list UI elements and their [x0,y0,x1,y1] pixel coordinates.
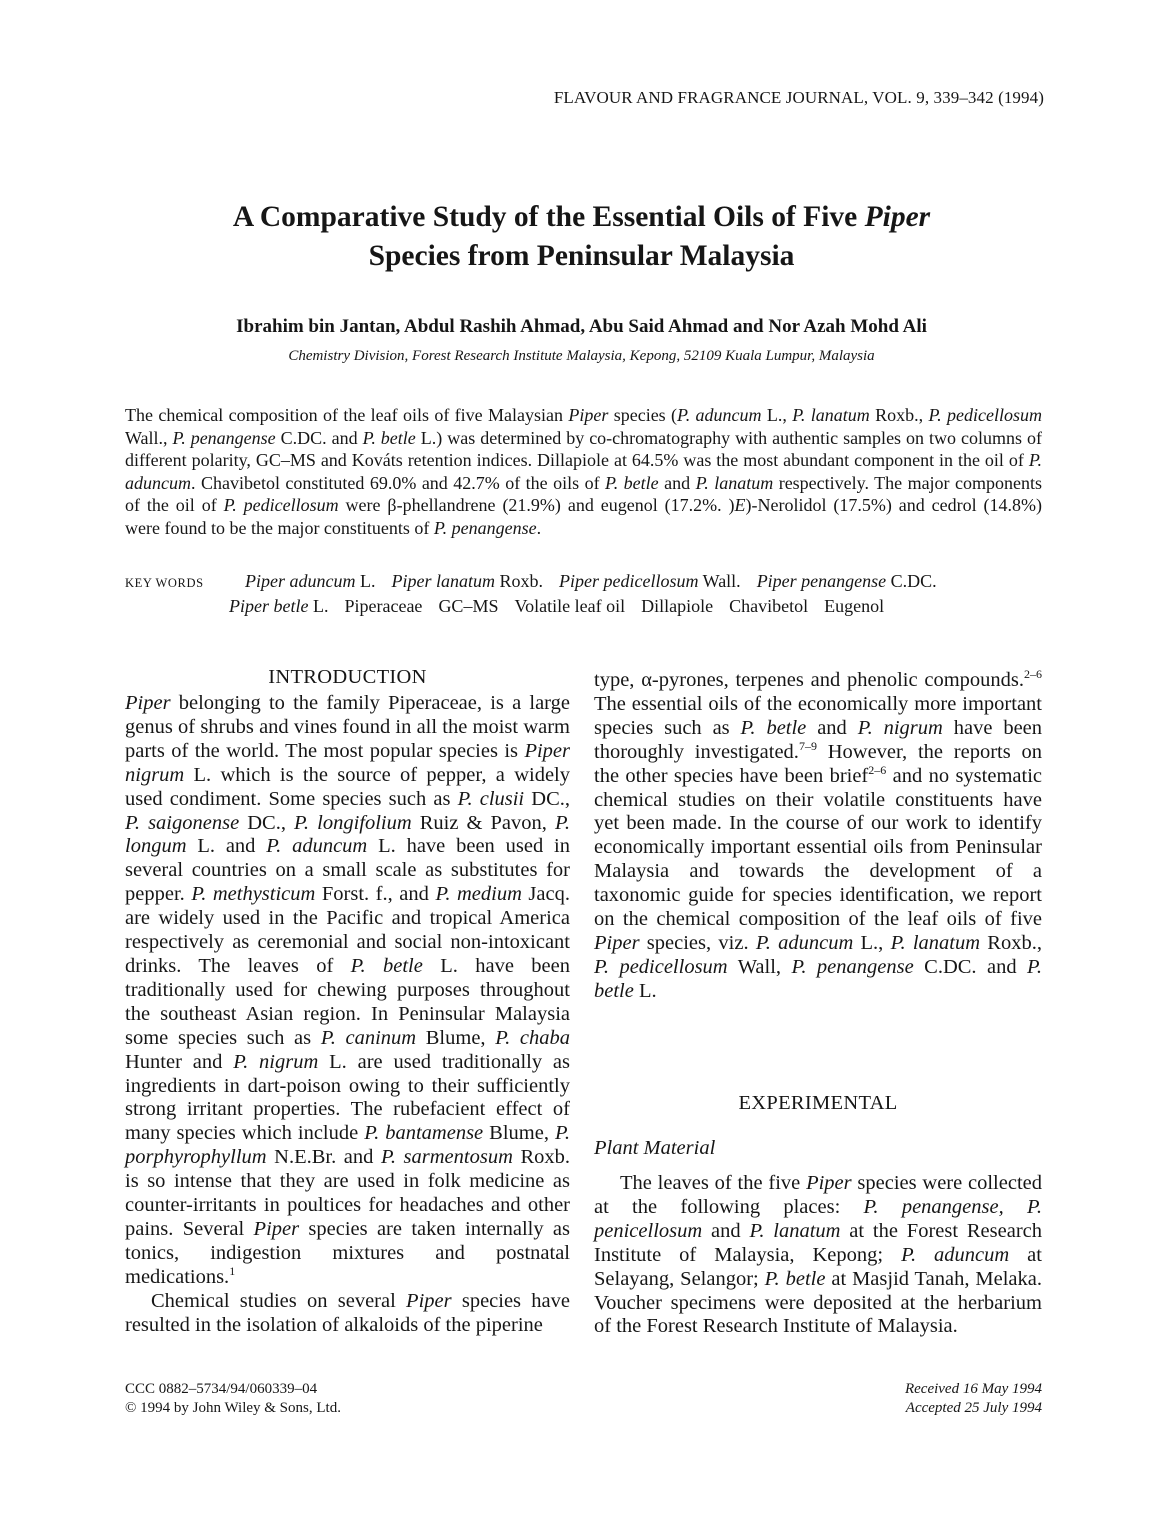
keyword: Piperaceae [344,595,423,616]
accepted-date: Accepted 25 July 1994 [905,1400,1042,1416]
title-line1: A Comparative Study of the Essential Oils of Five [232,201,865,233]
keyword: Volatile leaf oil [514,595,626,616]
keyword: Piper pedicellosum Wall. [559,571,741,591]
received-date: Received 16 May 1994 [904,1381,1042,1397]
keywords [125,570,1055,617]
abstract: The chemical composition of the leaf oils of five Malaysian Piper species (P. aduncum L., P. lanatum Roxb., P. pedicellosum Wall., P. penangense C.DC. and P. betle L.) was determined by co-chromatography with authentic samples on two columns of different polarity, GC–MS and Kováts retention indices. Dillapiole at 64.5% was the most abundant component in the oil of P. aduncum. Chavibetol constituted 69.0% and 42.7% of the oils of P. betle and P. lanatum respectively. The major components of the oil of P. pedicellosum were β-phellandrene (21.9%) and eugenol (17.2%. )E)-Nerolidol (17.5%) and cedrol (14.8%) were found to be the major constituents of P. penangense. [125,405,1043,538]
keyword: Dillapiole [641,595,714,616]
keyword: Chavibetol [729,595,809,616]
subsection-heading-plant-material: Plant Material [594,1137,716,1159]
section-heading-experimental: EXPERIMENTAL [738,1092,898,1114]
paragraph: Piper belonging to the family Piperaceae, is a large genus of shrubs and vines found in all the moist warm parts of the world. The most popular species is Piper nigrum L. which is the source of pepper, a widely used condiment. Some species such as P. clusii DC., P. saigonense DC., P. longifolium Ruiz & Pavon, P. longum L. and P. aduncum L. have been used in several countries on a small scale as substitutes for pepper. P. methysticum Forst. f., and P. medium Jacq. are widely used in the Pacific and tropical America respectively as ceremonial and social non-intoxicant drinks. The leaves of P. betle L. have been traditionally used for chewing purposes throughout the southeast Asian region. In Peninsular Malaysia some species such as P. caninum Blume, P. chaba Hunter and P. nigrum L. are used traditionally as ingredients in dart-poison owing to their sufficiently strong irritant properties. The rubefacient effect of many species which include P. bantamense Blume, P. porphyrophyllum N.E.Br. and P. sarmentosum Roxb. is so intense that they are used in folk medicine as counter-irritants in poultices for headaches and other pains. Several Piper species are taken internally as tonics, indigestion mixtures and postnatal medications.$^1$ [125,692,571,1288]
keyword: Piper aduncum L. [245,571,376,591]
introduction-body-continued [594,669,1042,1004]
ccc-code: CCC 0882–5734/94/060339–04 [125,1381,318,1397]
keyword: Piper penangense C.DC. [756,571,937,591]
paragraph: The leaves of the five Piper species were collected at the following places: P. penangense, P. penicellosum and P. lanatum at the Forest Research Institute of Malaysia, Kepong; P. aduncum at Selayang, Selangor; P. betle at Masjid Tanah, Melaka. Voucher specimens were deposited at the herbarium of the Forest Research Institute of Malaysia. [594,1172,1042,1338]
footer-copyright [125,1380,341,1418]
affiliation: Chemistry Division, Forest Research Institute Malaysia, Kepong, 52109 Kuala Lumpur, Malaysia [288,348,875,364]
paper-title [110,198,1053,276]
copyright-line: © 1994 by John Wiley & Sons, Ltd. [125,1400,341,1416]
paragraph: type, α-pyrones, terpenes and phenolic compounds.$^{2-6}$ The essential oils of the economically more important species such as P. betle and P. nigrum have been thoroughly investigated.$^{7-9}$ However, the reports on the other species have been brief$^{2-6}$ and no systematic chemical studies on their volatile constituents have yet been made. In the course of our work to identify economically important essential oils from Peninsular Malaysia and towards the development of a taxonomic guide for species identification, we report on the chemical composition of the leaf oils of five Piper species, viz. P. aduncum L., P. lanatum Roxb., P. pedicellosum Wall, P. penangense C.DC. and P. betle L. [594,667,1043,1002]
author-list: Ibrahim bin Jantan, Abdul Rashih Ahmad, Abu Said Ahmad and Nor Azah Mohd Ali [236,316,927,337]
keyword: Piper betle L. [229,595,329,616]
keyword: Piper lanatum Roxb. [391,571,543,591]
journal-header: FLAVOUR AND FRAGRANCE JOURNAL, VOL. 9, 339–342 (1994) [553,88,1044,107]
title-genus: Piper [864,201,931,233]
section-heading-introduction: INTRODUCTION [268,666,427,688]
plant-material-body [594,1172,1042,1339]
footer-dates [905,1380,1042,1418]
keyword: Eugenol [824,595,885,616]
title-line2: Species from Peninsular Malaysia [368,240,795,272]
paragraph: Chemical studies on several Piper species have resulted in the isolation of alkaloids of the piperine [125,1289,570,1336]
keywords-label: KEY WORDS [125,576,204,590]
introduction-body [125,692,570,1337]
keyword: GC–MS [438,595,499,616]
